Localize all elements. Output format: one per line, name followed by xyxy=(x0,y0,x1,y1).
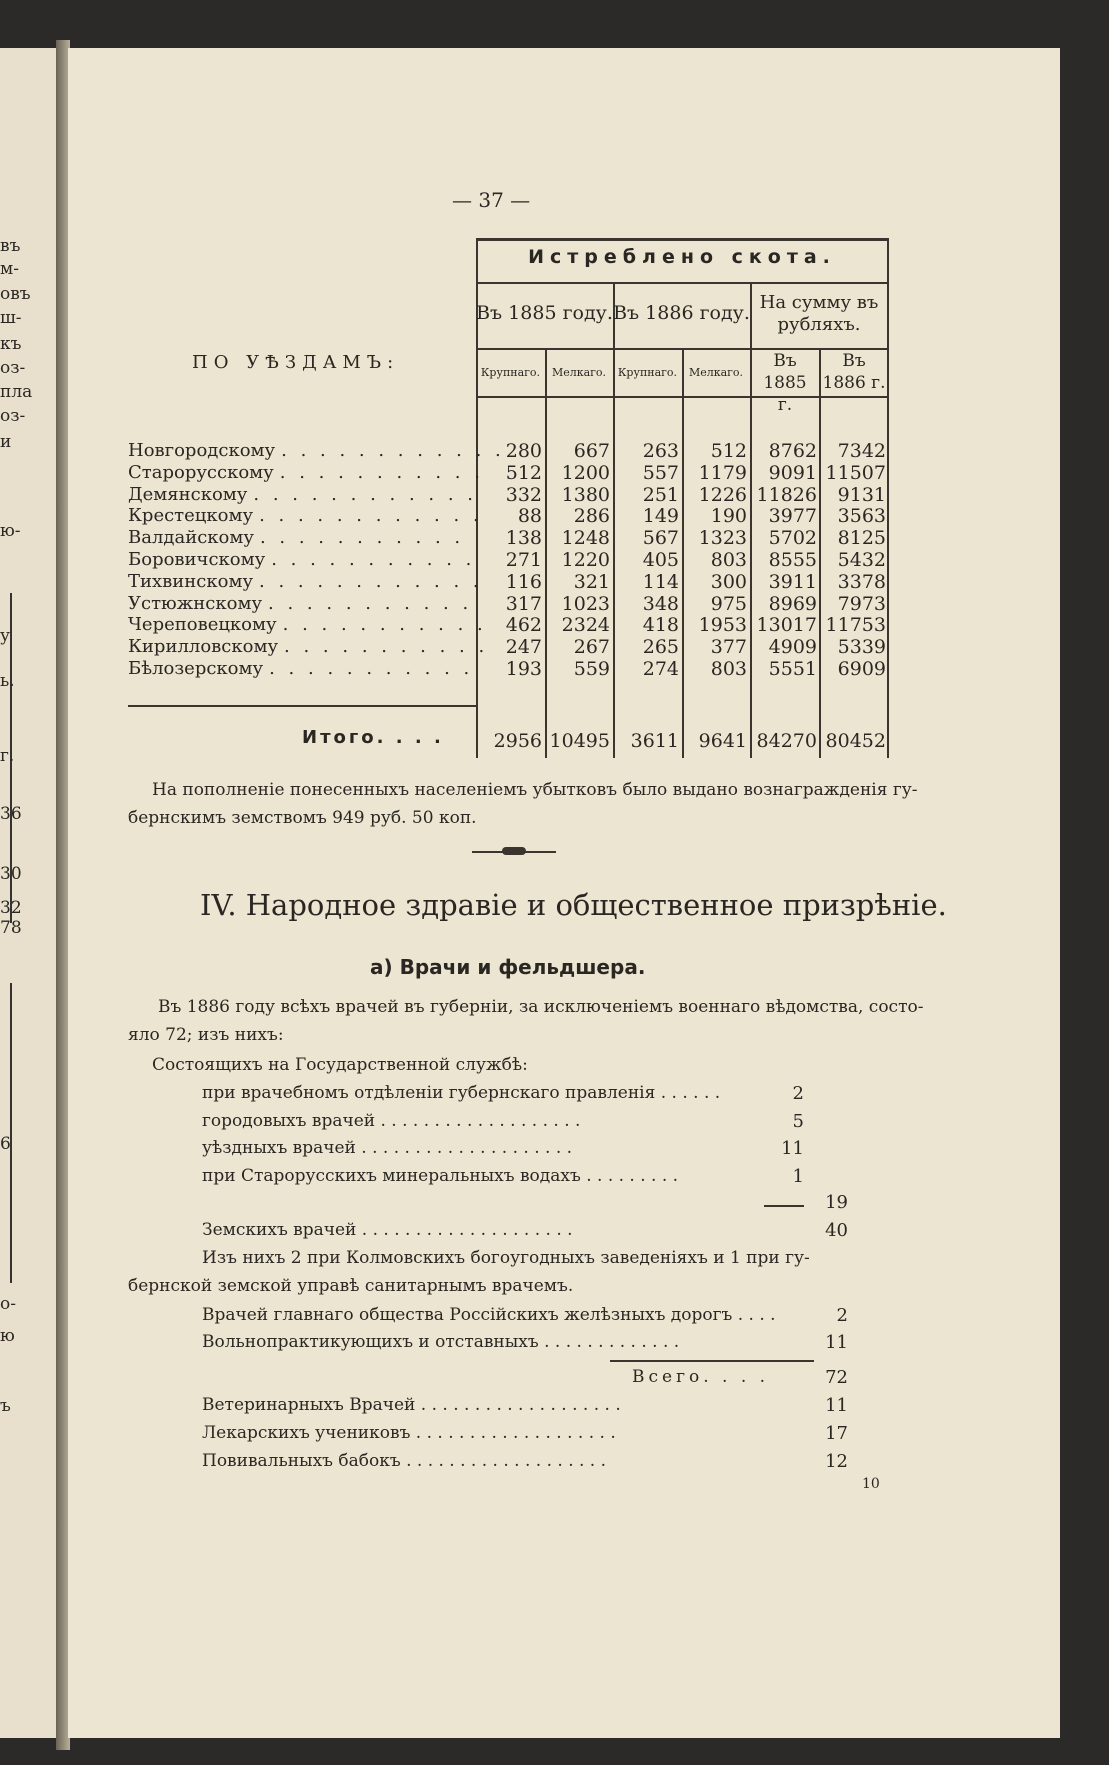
left-page-fragment: г. xyxy=(0,746,15,766)
left-page-fragment: ш- xyxy=(0,308,22,328)
page-number: — 37 — xyxy=(452,188,531,212)
table-cell: 5551 xyxy=(768,658,817,680)
para1-line-1: Въ 1886 году всѣхъ врачей въ губерніи, за исключеніемъ военнаго вѣдомства, состо- xyxy=(158,997,924,1017)
list-item-label: при врачебномъ отдѣленіи губернскаго правленія . . . . . . xyxy=(202,1083,721,1103)
district-name xyxy=(128,593,472,614)
leader-dots: . . . . . . . . . . . xyxy=(279,461,484,483)
header-1886: Въ 1886 году. xyxy=(613,302,750,324)
left-page-fragment: 78 xyxy=(0,918,22,938)
district-name xyxy=(128,505,483,526)
table-cell: 321 xyxy=(573,570,610,593)
table-cell: 280 xyxy=(505,440,542,462)
table-cell: 3563 xyxy=(837,505,886,528)
total-rule-2 xyxy=(610,1360,814,1362)
table-cell: 462 xyxy=(505,614,542,637)
total-cell: 80452 xyxy=(825,730,886,752)
grand-total-value: 72 xyxy=(825,1367,848,1388)
table-cell: 557 xyxy=(642,461,679,484)
table-cell: 332 xyxy=(505,483,542,506)
table-cell: 8555 xyxy=(768,549,817,571)
table-cell: 348 xyxy=(642,592,679,615)
left-page-fragment: 36 xyxy=(0,804,22,824)
district-name xyxy=(128,636,488,657)
table-cell: 193 xyxy=(505,658,542,680)
table-cell: 512 xyxy=(710,440,747,462)
table-cell: 11507 xyxy=(825,461,886,484)
table-cell: 559 xyxy=(573,658,610,680)
list-item-label: городовыхъ врачей . . . . . . . . . . . . . . . . . . . xyxy=(202,1110,581,1131)
leader-dots: . . . . . . . . . . . xyxy=(268,592,473,614)
table-cell: 6909 xyxy=(837,658,886,680)
subtotal-rule xyxy=(764,1205,804,1207)
district-name xyxy=(128,658,473,679)
table-cell: 8969 xyxy=(768,592,817,615)
total-label: Итого. . . . xyxy=(302,727,444,748)
district-name xyxy=(128,527,464,548)
table-cell: 512 xyxy=(505,461,542,484)
note-line-1: На пополненіе понесенныхъ населеніемъ убытковъ было выдано вознагражденія гу- xyxy=(152,780,918,800)
railway-value: 2 xyxy=(836,1305,848,1326)
header-small-1885: Мелкаго. xyxy=(551,366,607,379)
leader-dots: . . . . . . . . . . . . xyxy=(259,505,483,527)
left-page-fragment: оз- xyxy=(0,358,26,378)
total-cell: 84270 xyxy=(756,730,817,752)
total-cell: 9641 xyxy=(698,730,747,752)
table-cell: 5432 xyxy=(837,549,886,571)
district-label: Боровичскому xyxy=(128,549,266,570)
table-cell: 4909 xyxy=(768,636,817,659)
left-page-fragment: о- xyxy=(0,1294,16,1314)
table-cell: 667 xyxy=(573,440,610,462)
zemstvo-label: Земскихъ врачей . . . . . . . . . . . . . . . . . . . . xyxy=(202,1220,573,1240)
table-cell: 317 xyxy=(505,592,542,615)
left-page-fragment: къ xyxy=(0,334,22,354)
table-cell: 3911 xyxy=(768,570,817,593)
table-cell: 418 xyxy=(642,614,679,637)
left-page-fragment: въ xyxy=(0,236,21,256)
table-cell: 8125 xyxy=(837,527,886,550)
district-label: Крестецкому xyxy=(128,505,254,527)
table-cell: 3977 xyxy=(768,505,817,528)
free-value: 11 xyxy=(825,1332,848,1353)
table-cell: 138 xyxy=(505,527,542,550)
table-cell: 1200 xyxy=(561,461,610,484)
left-page-fragment: 6 xyxy=(0,1134,11,1154)
district-name xyxy=(128,614,487,635)
header-small-1886: Мелкаго. xyxy=(688,366,744,379)
para1-line-2: яло 72; изъ нихъ: xyxy=(128,1025,284,1045)
table-cell: 265 xyxy=(642,636,679,659)
table-cell: 8762 xyxy=(768,440,817,462)
left-page-fragment: м- xyxy=(0,259,19,279)
leader-dots: . . . . . . . . . . . xyxy=(282,614,487,636)
lekar-value: 17 xyxy=(825,1423,848,1444)
left-page-fragment: овъ xyxy=(0,284,31,304)
table-cell: 116 xyxy=(505,570,542,593)
table-cell: 1023 xyxy=(561,592,610,615)
list-item-value: 1 xyxy=(792,1165,804,1187)
table-cell: 286 xyxy=(573,505,610,528)
railway-label: Врачей главнаго общества Россійскихъ желѣзныхъ дорогъ . . . . xyxy=(202,1305,776,1325)
table-cell: 7342 xyxy=(837,440,886,462)
table-cell: 975 xyxy=(710,592,747,615)
midwife-value: 12 xyxy=(825,1451,848,1472)
header-sum: На сумму въ рубляхъ. xyxy=(759,292,879,335)
list-item-label: при Старорусскихъ минеральныхъ водахъ . . . . . . . . . xyxy=(202,1165,679,1186)
zemstvo-value: 40 xyxy=(825,1220,848,1241)
district-name xyxy=(128,462,484,483)
district-name xyxy=(128,571,483,592)
left-page-fragment: ъ xyxy=(0,1396,11,1416)
table-cell: 7973 xyxy=(837,592,886,615)
left-page-fragment: 30 xyxy=(0,864,22,884)
table-cell: 405 xyxy=(642,549,679,571)
list-item-value: 2 xyxy=(792,1083,804,1104)
signature-mark: 10 xyxy=(862,1476,880,1492)
district-label: Бѣлозерскому xyxy=(128,658,264,679)
district-label: Старорусскому xyxy=(128,461,274,483)
district-label: Кирилловскому xyxy=(128,636,279,658)
district-label: Демянскому xyxy=(128,483,248,505)
left-page-fragment: оз- xyxy=(0,406,26,426)
table-cell: 5339 xyxy=(837,636,886,659)
free-label: Вольнопрактикующихъ и отставныхъ . . . . . . . . . . . . . xyxy=(202,1332,680,1352)
table-cell: 267 xyxy=(573,636,610,659)
table-cell: 5702 xyxy=(768,527,817,550)
left-page-fragment: 32 xyxy=(0,898,22,918)
district-label: Новгородскому xyxy=(128,440,276,461)
leader-dots: . . . . . . . . . . . xyxy=(271,549,476,570)
table-cell: 803 xyxy=(710,658,747,680)
district-label: Устюжнскому xyxy=(128,592,263,614)
table-cell: 149 xyxy=(642,505,679,528)
list-item-label: уѣздныхъ врачей . . . . . . . . . . . . . . . . . . . . xyxy=(202,1138,573,1158)
left-page-fragment: и xyxy=(0,432,12,452)
table-cell: 377 xyxy=(710,636,747,659)
leader-dots: . . . . . . . . . . . . xyxy=(253,483,478,505)
header-sum-1886: Въ 1886 г. xyxy=(822,351,886,393)
header-large-1885: Крупнаго. xyxy=(480,366,541,379)
leader-dots: . . . . . . . . . . . xyxy=(269,658,474,679)
table-cell: 11826 xyxy=(756,483,817,506)
left-page-fragment: у xyxy=(0,626,11,646)
table-cell: 13017 xyxy=(756,614,817,637)
table-cell: 1179 xyxy=(698,461,747,484)
table-cell: 190 xyxy=(710,505,747,528)
total-rule xyxy=(128,705,476,707)
total-cell: 10495 xyxy=(549,730,610,752)
table-cell: 1226 xyxy=(698,483,747,506)
left-page-fragment: пла xyxy=(0,382,33,402)
table-cell: 271 xyxy=(505,549,542,571)
table-cell: 1220 xyxy=(561,549,610,571)
list-item-value: 11 xyxy=(781,1138,804,1159)
table-cell: 300 xyxy=(710,570,747,593)
left-page-fragment: ю- xyxy=(0,521,21,541)
header-sum-1885: Въ 1885 г. xyxy=(763,351,807,415)
leader-dots: . . . . . . . . . . . xyxy=(259,527,465,549)
left-page-edge xyxy=(0,48,56,1738)
section-heading: IV. Народное здравіе и общественное призрѣніе. xyxy=(200,888,947,922)
leader-dots: . . . . . . . . . . . xyxy=(284,636,489,658)
table-cell: 274 xyxy=(642,658,679,680)
grand-total-label: Всего. . . . xyxy=(632,1367,770,1387)
district-name xyxy=(128,549,475,570)
subtotal-value: 19 xyxy=(825,1192,848,1213)
table-cell: 247 xyxy=(505,636,542,659)
ornament-divider xyxy=(472,850,556,853)
leader-dots: . . . . . . . . . . . . xyxy=(259,570,483,592)
total-cell: 2956 xyxy=(493,730,542,752)
zemstvo-note-1: Изъ нихъ 2 при Колмовскихъ богоугодныхъ заведеніяхъ и 1 при гу- xyxy=(202,1248,810,1268)
leader-dots: . . . . . . . . . . . . xyxy=(281,440,505,461)
note-line-2: бернскимъ земствомъ 949 руб. 50 коп. xyxy=(128,808,477,828)
row-header: ПО УѢЗДАМЪ: xyxy=(192,352,400,373)
lekar-label: Лекарскихъ учениковъ . . . . . . . . . . . . . . . . . . . xyxy=(202,1423,616,1443)
table-title: Истреблено скота. xyxy=(528,246,836,268)
vet-label: Ветеринарныхъ Врачей . . . . . . . . . . . . . . . . . . . xyxy=(202,1395,621,1415)
subsection-heading: а) Врачи и фельдшера. xyxy=(370,955,646,979)
table-cell: 2324 xyxy=(561,614,610,637)
table-cell: 803 xyxy=(710,549,747,571)
district-name xyxy=(128,440,505,461)
table-cell: 1953 xyxy=(698,614,747,637)
table-cell: 114 xyxy=(642,570,679,593)
header-large-1886: Крупнаго. xyxy=(617,366,678,379)
table-cell: 1248 xyxy=(561,527,610,550)
table-cell: 1380 xyxy=(561,483,610,506)
table-cell: 9091 xyxy=(768,461,817,484)
district-label: Тихвинскому xyxy=(128,570,254,592)
table-cell: 251 xyxy=(642,483,679,506)
midwife-label: Повивальныхъ бабокъ . . . . . . . . . . . . . . . . . . . xyxy=(202,1451,607,1471)
header-1885: Въ 1885 году. xyxy=(476,302,613,324)
table-cell: 3378 xyxy=(837,570,886,593)
table-cell: 9131 xyxy=(837,483,886,506)
table-cell: 1323 xyxy=(698,527,747,550)
state-service-label: Состоящихъ на Государственной службѣ: xyxy=(152,1055,528,1075)
left-page-fragment: ь. xyxy=(0,671,15,691)
zemstvo-note-2: бернской земской управѣ санитарнымъ врачемъ. xyxy=(128,1276,574,1296)
district-label: Валдайскому xyxy=(128,527,254,549)
left-page-fragment: ю xyxy=(0,1326,15,1346)
list-item-value: 5 xyxy=(792,1110,804,1132)
table-cell: 567 xyxy=(642,527,679,550)
table-cell: 88 xyxy=(517,505,542,528)
table-cell: 11753 xyxy=(825,614,886,637)
total-cell: 3611 xyxy=(630,730,679,752)
table-cell: 263 xyxy=(642,440,679,462)
vet-value: 11 xyxy=(825,1395,848,1416)
district-name xyxy=(128,484,477,505)
district-label: Череповецкому xyxy=(128,614,277,636)
left-page-rule xyxy=(10,983,12,1283)
